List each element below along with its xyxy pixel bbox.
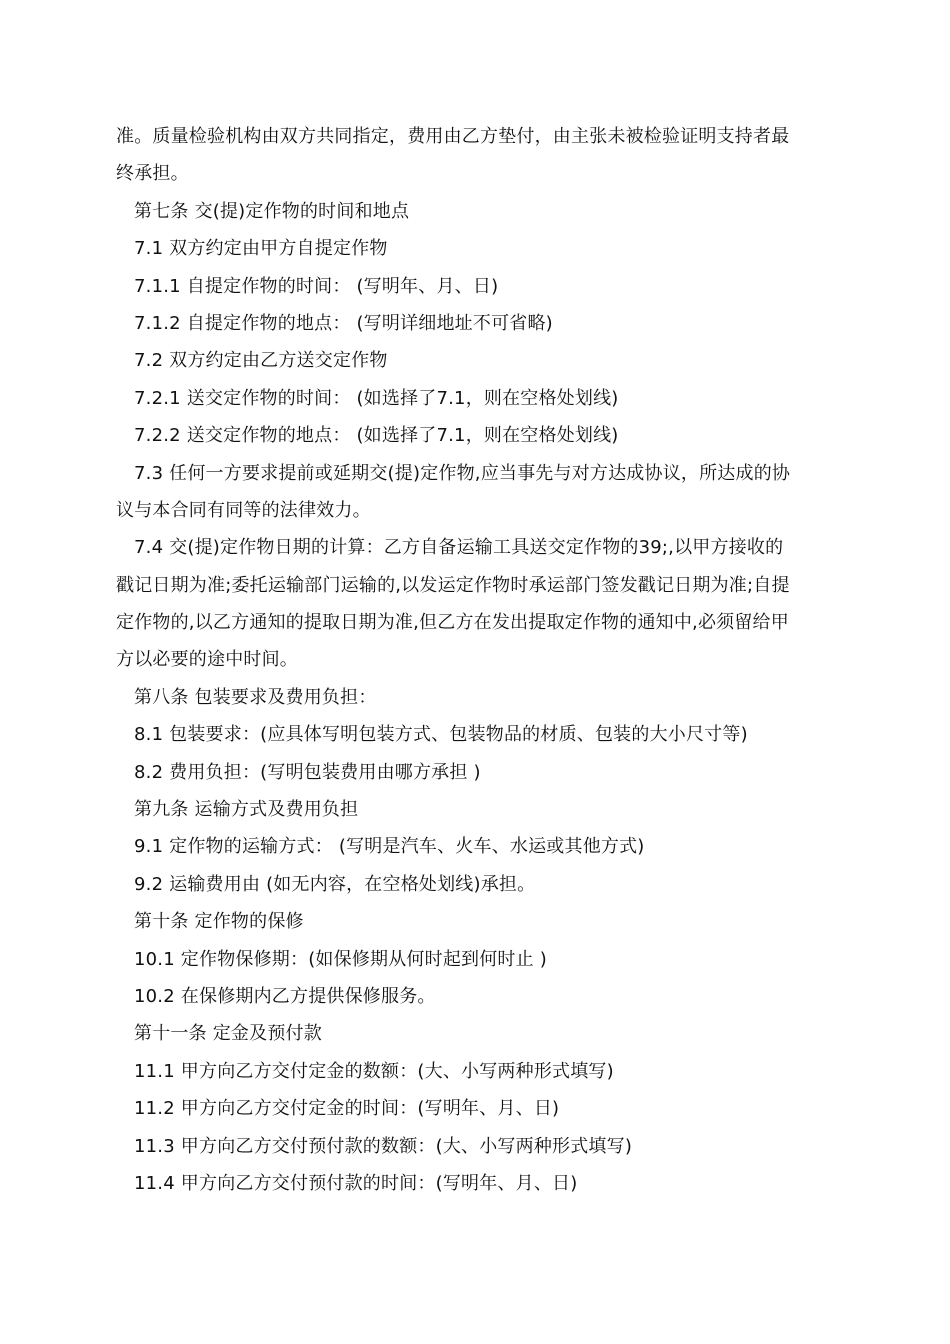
clause-line: 9.1 定作物的运输方式： (写明是汽车、火车、水运或其他方式)	[134, 836, 645, 858]
text-line: 议与本合同有同等的法律效力。	[116, 499, 371, 521]
clause-line: 7.2 双方约定由乙方送交定作物	[134, 350, 388, 372]
text-line: 方以必要的途中时间。	[116, 649, 298, 671]
clause-line: 11.4 甲方向乙方交付预付款的时间：(写明年、月、日)	[134, 1172, 578, 1194]
text-line: 戳记日期为准;委托运输部门运输的,以发运定作物时承运部门签发戳记日期为准;自提	[116, 574, 790, 596]
clause-line: 7.2.1 送交定作物的时间： (如选择了7.1，则在空格处划线)	[134, 387, 619, 409]
clause-line: 7.1 双方约定由甲方自提定作物	[134, 238, 388, 260]
article-heading: 第九条 运输方式及费用负担	[134, 799, 359, 821]
article-heading: 第八条 包装要求及费用负担：	[134, 686, 377, 708]
text-line: 准。质量检验机构由双方共同指定，费用由乙方垫付，由主张未被检验证明支持者最	[116, 126, 790, 147]
text-line: 定作物的,以乙方通知的提取日期为准,但乙方在发出提取定作物的通知中,必须留给甲	[116, 612, 789, 634]
document-body	[116, 118, 836, 1202]
clause-line: 8.2 费用负担：(写明包装费用由哪方承担 )	[134, 761, 481, 783]
clause-line: 7.3 任何一方要求提前或延期交(提)定作物,应当事先与对方达成协议，所达成的协	[134, 462, 791, 484]
clause-line: 11.3 甲方向乙方交付预付款的数额：(大、小写两种形式填写)	[134, 1135, 633, 1157]
clause-line: 11.2 甲方向乙方交付定金的时间：(写明年、月、日)	[134, 1098, 560, 1120]
clause-line: 7.2.2 送交定作物的地点： (如选择了7.1，则在空格处划线)	[134, 425, 619, 447]
clause-line: 7.1.1 自提定作物的时间： (写明年、月、日)	[134, 275, 499, 297]
clause-line: 8.1 包装要求：(应具体写明包装方式、包装物品的材质、包装的大小尺寸等)	[134, 724, 748, 746]
clause-line: 9.2 运输费用由 (如无内容，在空格处划线)承担。	[134, 873, 536, 895]
clause-line: 7.1.2 自提定作物的地点： (写明详细地址不可省略)	[134, 312, 553, 334]
text-line: 终承担。	[116, 163, 189, 185]
article-heading: 第十一条 定金及预付款	[134, 1023, 322, 1045]
article-heading: 第十条 定作物的保修	[134, 911, 304, 933]
clause-line: 11.1 甲方向乙方交付定金的数额：(大、小写两种形式填写)	[134, 1060, 614, 1082]
article-heading: 第七条 交(提)定作物的时间和地点	[134, 200, 410, 222]
clause-line: 7.4 交(提)定作物日期的计算：乙方自备运输工具送交定作物的39;,以甲方接收的	[134, 537, 784, 559]
clause-line: 10.1 定作物保修期：(如保修期从何时起到何时止 )	[134, 948, 547, 970]
clause-line: 10.2 在保修期内乙方提供保修服务。	[134, 985, 436, 1007]
